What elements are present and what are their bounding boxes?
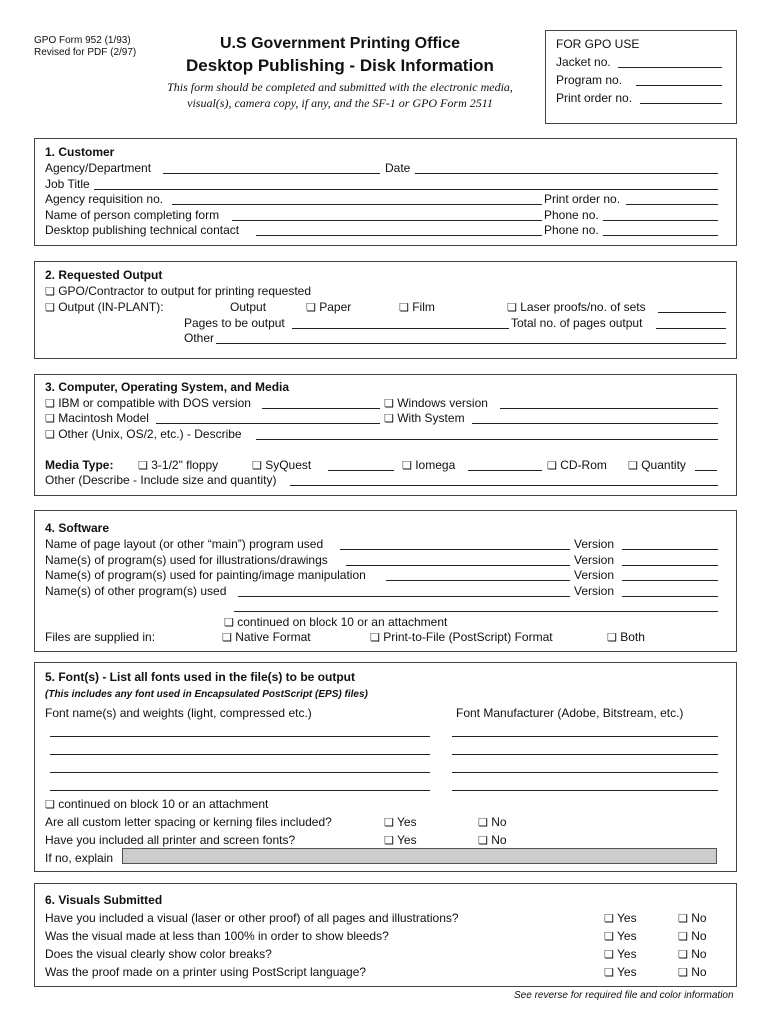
checkbox-icon[interactable]: ❏ <box>45 302 55 314</box>
output-label: Output <box>230 300 267 314</box>
kerning-no-label: No <box>491 815 507 829</box>
font-mfr-field-3[interactable] <box>452 760 718 773</box>
film-label: Film <box>412 300 435 314</box>
font-mfr-field-4[interactable] <box>452 778 718 791</box>
other-output-label: Other <box>184 331 215 345</box>
mac-label: Macintosh Model <box>58 411 149 425</box>
name-person-label: Name of person completing form <box>45 208 220 222</box>
other-program-field[interactable] <box>238 584 570 597</box>
syquest-label: SyQuest <box>265 458 312 472</box>
checkbox-icon[interactable]: ❏ <box>45 429 55 441</box>
dtp-contact-label: Desktop publishing technical contact <box>45 223 240 237</box>
gpo-contractor-option[interactable] <box>45 284 311 298</box>
checkbox-icon[interactable]: ❏ <box>45 398 55 410</box>
checkbox-icon[interactable]: ❏ <box>604 931 614 943</box>
fonts-continued-label: continued on block 10 or an attachment <box>58 797 269 811</box>
section-5-note: (This includes any font used in Encapsulated PostScript (EPS) files) <box>45 689 368 700</box>
version-2-field[interactable] <box>622 553 718 566</box>
section-1-title: 1. Customer <box>45 145 115 159</box>
program-field[interactable] <box>636 73 722 86</box>
paper-label: Paper <box>319 300 352 314</box>
checkbox-icon[interactable]: ❏ <box>478 817 488 829</box>
checkbox-icon[interactable]: ❏ <box>604 967 614 979</box>
other-media-label: Other (Describe - Include size and quantity) <box>45 473 277 487</box>
agency-label: Agency/Department <box>45 161 152 175</box>
checkbox-icon[interactable]: ❏ <box>678 931 688 943</box>
checkbox-icon[interactable]: ❏ <box>678 949 688 961</box>
media-type-label: Media Type: <box>45 458 114 472</box>
gpo-use-title: FOR GPO USE <box>556 37 640 51</box>
ptf-label: Print-to-File (PostScript) Format <box>383 630 553 644</box>
name-person-field[interactable] <box>232 208 542 221</box>
total-pages-field[interactable] <box>656 316 726 329</box>
font-mfr-field-1[interactable] <box>452 724 718 737</box>
checkbox-icon[interactable]: ❏ <box>507 302 517 314</box>
no-label: No <box>691 911 707 925</box>
system-field[interactable] <box>472 411 718 424</box>
checkbox-icon[interactable]: ❏ <box>224 617 234 629</box>
font-name-field-3[interactable] <box>50 760 430 773</box>
version-4-field[interactable] <box>622 584 718 597</box>
font-names-header: Font name(s) and weights (light, compressed etc.) <box>45 706 312 720</box>
checkbox-icon[interactable]: ❏ <box>384 835 394 847</box>
quantity-field[interactable] <box>695 458 717 471</box>
cdrom-label: CD-Rom <box>560 458 607 472</box>
version-3-label: Version <box>574 568 615 582</box>
visual-3-yes-option[interactable] <box>604 947 637 961</box>
fonts-yes-label: Yes <box>397 833 417 847</box>
gpo-print-order-label: Print order no. <box>556 91 633 105</box>
iomega-option[interactable] <box>402 458 455 472</box>
laser-label: Laser proofs/no. of sets <box>520 300 646 314</box>
phone-1-label: Phone no. <box>544 208 599 222</box>
output-inplant-option[interactable] <box>45 300 164 314</box>
syquest-field[interactable] <box>328 458 394 471</box>
paint-program-label: Name(s) of program(s) used for painting/image manipulation <box>45 568 366 582</box>
agency-req-field[interactable] <box>172 192 542 205</box>
visual-4-no-option[interactable] <box>678 965 707 979</box>
checkbox-icon[interactable]: ❏ <box>370 632 380 644</box>
other-os-option[interactable] <box>45 427 242 441</box>
film-option[interactable] <box>399 300 435 314</box>
kerning-question: Are all custom letter spacing or kerning files included? <box>45 815 332 829</box>
continued-label: continued on block 10 or an attachment <box>237 615 448 629</box>
other-program-label: Name(s) of other program(s) used <box>45 584 227 598</box>
total-pages-label: Total no. of pages output <box>511 316 643 330</box>
visual-question-1: Have you included a visual (laser or other proof) of all pages and illustrations? <box>45 911 459 925</box>
other-media-field[interactable] <box>290 473 718 486</box>
section-4-title: 4. Software <box>45 521 110 535</box>
gpo-contractor-label: GPO/Contractor to output for printing requested <box>58 284 312 298</box>
job-title-label: Job Title <box>45 177 90 191</box>
pages-field[interactable] <box>292 316 509 329</box>
checkbox-icon[interactable]: ❏ <box>628 460 638 472</box>
version-4-label: Version <box>574 584 615 598</box>
checkbox-icon[interactable]: ❏ <box>138 460 148 472</box>
font-mfr-field-2[interactable] <box>452 742 718 755</box>
no-label: No <box>691 947 707 961</box>
checkbox-icon[interactable]: ❏ <box>678 967 688 979</box>
print-order-label: Print order no. <box>544 192 621 206</box>
yes-label: Yes <box>617 965 637 979</box>
phone-2-field[interactable] <box>603 223 718 236</box>
pages-label: Pages to be output <box>184 316 285 330</box>
program-label: Program no. <box>556 73 623 87</box>
font-manufacturer-header: Font Manufacturer (Adobe, Bitstream, etc.) <box>456 706 684 720</box>
main-program-label: Name of page layout (or other “main”) program used <box>45 537 324 551</box>
agency-req-label: Agency requisition no. <box>45 192 164 206</box>
iomega-label: Iomega <box>415 458 456 472</box>
no-label: No <box>691 929 707 943</box>
checkbox-icon[interactable]: ❏ <box>45 413 55 425</box>
fonts-continued-option[interactable] <box>45 797 268 811</box>
fonts-no-option[interactable] <box>478 833 507 847</box>
visual-question-2: Was the visual made at less than 100% in order to show bleeds? <box>45 929 389 943</box>
other-os-label: Other (Unix, OS/2, etc.) - Describe <box>58 427 242 441</box>
illus-program-field[interactable] <box>346 553 570 566</box>
main-program-field[interactable] <box>340 537 570 550</box>
mac-option[interactable] <box>45 411 149 425</box>
version-1-label: Version <box>574 537 615 551</box>
visual-question-3: Does the visual clearly show color breaks? <box>45 947 272 961</box>
no-label: No <box>691 965 707 979</box>
checkbox-icon[interactable]: ❏ <box>607 632 617 644</box>
font-name-field-1[interactable] <box>50 724 430 737</box>
job-title-field[interactable] <box>94 177 718 190</box>
visual-2-no-option[interactable] <box>678 929 707 943</box>
other-output-field[interactable] <box>216 331 726 344</box>
cdrom-option[interactable] <box>547 458 607 472</box>
windows-label: Windows version <box>397 396 488 410</box>
version-1-field[interactable] <box>622 537 718 550</box>
checkbox-icon[interactable]: ❏ <box>678 913 688 925</box>
jacket-field[interactable] <box>618 55 722 68</box>
date-label: Date <box>385 161 411 175</box>
section-6-title: 6. Visuals Submitted <box>45 893 163 907</box>
form-id: GPO Form 952 (1/93) <box>34 35 131 46</box>
explain-label: If no, explain <box>45 851 114 865</box>
print-order-field[interactable] <box>626 192 718 205</box>
checkbox-icon[interactable]: ❏ <box>478 835 488 847</box>
phone-1-field[interactable] <box>603 208 718 221</box>
checkbox-icon[interactable]: ❏ <box>384 413 394 425</box>
kerning-yes-option[interactable] <box>384 815 417 829</box>
agency-title: U.S Government Printing Office <box>219 35 461 52</box>
section-5-title: 5. Font(s) - List all fonts used in the file(s) to be output <box>45 670 355 684</box>
font-name-field-4[interactable] <box>50 778 430 791</box>
visual-3-no-option[interactable] <box>678 947 707 961</box>
visual-question-4: Was the proof made on a printer using PostScript language? <box>45 965 367 979</box>
checkbox-icon[interactable]: ❏ <box>402 460 412 472</box>
paint-program-field[interactable] <box>386 568 570 581</box>
checkbox-icon[interactable]: ❏ <box>384 817 394 829</box>
section-3-title: 3. Computer, Operating System, and Media <box>45 380 290 394</box>
laser-option[interactable] <box>507 300 646 314</box>
visual-1-yes-option[interactable] <box>604 911 637 925</box>
checkbox-icon[interactable]: ❏ <box>45 799 55 811</box>
iomega-field[interactable] <box>468 458 542 471</box>
paper-option[interactable] <box>306 300 351 314</box>
phone-2-label: Phone no. <box>544 223 599 237</box>
checkbox-icon[interactable]: ❏ <box>384 398 394 410</box>
other-program-field-2[interactable] <box>234 599 718 612</box>
quantity-option[interactable] <box>628 458 686 472</box>
system-option[interactable] <box>384 411 465 425</box>
ibm-option[interactable] <box>45 396 251 410</box>
ptf-option[interactable] <box>370 630 553 644</box>
ibm-label: IBM or compatible with DOS version <box>58 396 251 410</box>
section-2-title: 2. Requested Output <box>45 268 163 282</box>
form-title: Desktop Publishing - Disk Information <box>186 56 494 75</box>
illus-program-label: Name(s) of program(s) used for illustrations/drawings <box>45 553 328 567</box>
checkbox-icon[interactable]: ❏ <box>306 302 316 314</box>
checkbox-icon[interactable]: ❏ <box>252 460 262 472</box>
subtitle-line-2: visual(s), camera copy, if any, and the SF-1 or GPO Form 2511 <box>187 96 493 110</box>
date-field[interactable] <box>415 161 718 174</box>
version-2-label: Version <box>574 553 615 567</box>
native-option[interactable] <box>222 630 311 644</box>
mac-model-field[interactable] <box>156 411 380 424</box>
dos-version-field[interactable] <box>262 396 380 409</box>
visual-4-yes-option[interactable] <box>604 965 637 979</box>
fonts-no-label: No <box>491 833 507 847</box>
floppy-label: 3-1/2" floppy <box>151 458 219 472</box>
visual-1-no-option[interactable] <box>678 911 707 925</box>
kerning-no-option[interactable] <box>478 815 507 829</box>
syquest-option[interactable] <box>252 458 311 472</box>
explain-field[interactable] <box>122 848 717 864</box>
other-os-field[interactable] <box>256 427 718 440</box>
visual-2-yes-option[interactable] <box>604 929 637 943</box>
agency-field[interactable] <box>163 161 380 174</box>
windows-option[interactable] <box>384 396 488 410</box>
yes-label: Yes <box>617 947 637 961</box>
floppy-option[interactable] <box>138 458 218 472</box>
gpo-print-order-field[interactable] <box>640 91 722 104</box>
subtitle-line-1: This form should be completed and submitted with the electronic media, <box>167 80 513 94</box>
laser-sets-field[interactable] <box>658 300 726 313</box>
continued-option[interactable] <box>224 615 447 629</box>
checkbox-icon[interactable]: ❏ <box>547 460 557 472</box>
system-label: With System <box>397 411 465 425</box>
checkbox-icon[interactable]: ❏ <box>399 302 409 314</box>
files-supplied-label: Files are supplied in: <box>45 630 156 644</box>
font-name-field-2[interactable] <box>50 742 430 755</box>
yes-label: Yes <box>617 911 637 925</box>
kerning-yes-label: Yes <box>397 815 417 829</box>
fonts-included-question: Have you included all printer and screen fonts? <box>45 833 296 847</box>
version-3-field[interactable] <box>622 568 718 581</box>
fonts-yes-option[interactable] <box>384 833 417 847</box>
checkbox-icon[interactable]: ❏ <box>604 913 614 925</box>
output-inplant-label: Output (IN-PLANT): <box>58 300 164 314</box>
checkbox-icon[interactable]: ❏ <box>222 632 232 644</box>
both-option[interactable] <box>607 630 645 644</box>
windows-version-field[interactable] <box>500 396 718 409</box>
native-label: Native Format <box>235 630 311 644</box>
both-label: Both <box>620 630 645 644</box>
checkbox-icon[interactable]: ❏ <box>45 286 55 298</box>
yes-label: Yes <box>617 929 637 943</box>
footer-note: See reverse for required file and color information <box>514 990 734 1001</box>
quantity-label: Quantity <box>641 458 686 472</box>
checkbox-icon[interactable]: ❏ <box>604 949 614 961</box>
jacket-label: Jacket no. <box>556 55 611 69</box>
dtp-contact-field[interactable] <box>256 223 542 236</box>
revised-date: Revised for PDF (2/97) <box>34 47 137 58</box>
